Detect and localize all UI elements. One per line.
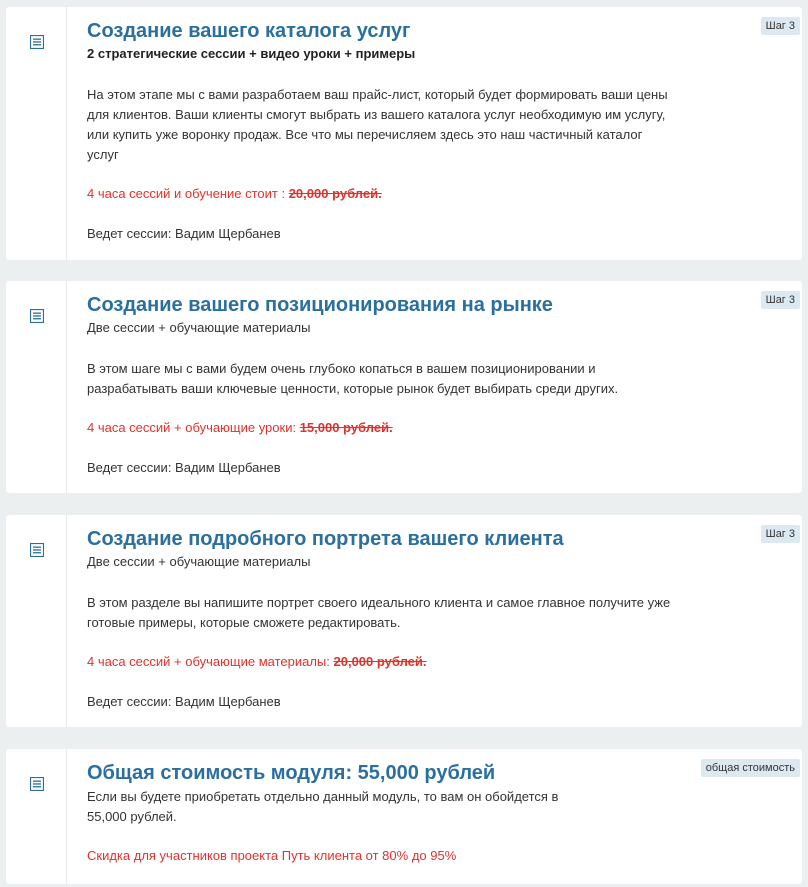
step-badge: Шаг 3 [761, 291, 800, 309]
card-price [87, 419, 393, 437]
card-subtitle: 2 стратегические сессии + видео уроки + примеры [87, 46, 416, 61]
step-badge: Шаг 3 [761, 17, 800, 35]
card-title: Создание вашего каталога услуг [87, 20, 411, 42]
session-lead: Ведет сессии: Вадим Щербанев [87, 694, 281, 709]
discount-text: Скидка для участников проекта Путь клиента от 80% до 95% [87, 848, 457, 863]
price-value: 20,000 рублей. [288, 186, 382, 201]
card-description: В этом шаге мы с вами будем очень глубоко копаться в вашем позиционировании и разрабатывать ваши ключевые ценности, которые рынок будет выбирать среди других. [87, 361, 619, 396]
card-gutter [6, 515, 67, 727]
price-value: 20,000 рублей. [333, 654, 427, 669]
step-card-client-portrait [6, 515, 802, 727]
card-content [67, 7, 802, 260]
session-lead: Ведет сессии: Вадим Щербанев [87, 460, 281, 475]
card-description: На этом этапе мы с вами разработаем ваш прайс-лист, который будет формировать ваши цены для клиентов. Ваши клиенты смогут выбрать из вашего каталога услуг необходимую им услугу, или купить уже воронку продаж. Все что мы перечисляем здесь это наш частичный каталог услуг [87, 87, 668, 162]
list-icon [30, 543, 44, 557]
card-gutter [6, 749, 67, 884]
card-title: Создание подробного портрета вашего клиента [87, 528, 564, 550]
list-icon [30, 35, 44, 49]
step-badge: Шаг 3 [761, 525, 800, 543]
price-label: 4 часа сессий и обучение стоит : [87, 186, 289, 201]
price-value: 15,000 рублей. [299, 420, 393, 435]
total-badge: общая стоимость [701, 759, 800, 777]
card-description: В этом разделе вы напишите портрет своего идеального клиента и самое главное получите уже готовые примеры, которые сможете редактировать. [87, 595, 671, 630]
card-content [67, 749, 802, 884]
card-subtitle: Две сессии + обучающие материалы [87, 554, 311, 569]
price-label: 4 часа сессий + обучающие материалы: [87, 654, 334, 669]
card-title: Общая стоимость модуля: 55,000 рублей [87, 762, 496, 784]
card-gutter [6, 281, 67, 493]
list-icon [30, 777, 44, 791]
card-subtitle: Две сессии + обучающие материалы [87, 320, 311, 335]
card-content [67, 281, 802, 493]
module-total-card [6, 749, 802, 884]
card-price [87, 185, 382, 203]
step-card-positioning [6, 281, 802, 493]
price-label: 4 часа сессий + обучающие уроки: [87, 420, 300, 435]
card-description: Если вы будете приобретать отдельно данный модуль, то вам он обойдется в 55,000 рублей. [87, 789, 559, 824]
session-lead: Ведет сессии: Вадим Щербанев [87, 226, 281, 241]
list-icon [30, 309, 44, 323]
card-gutter [6, 7, 67, 260]
card-title: Создание вашего позиционирования на рынке [87, 294, 553, 316]
card-content [67, 515, 802, 727]
card-price [87, 653, 427, 671]
step-card-catalog [6, 7, 802, 260]
